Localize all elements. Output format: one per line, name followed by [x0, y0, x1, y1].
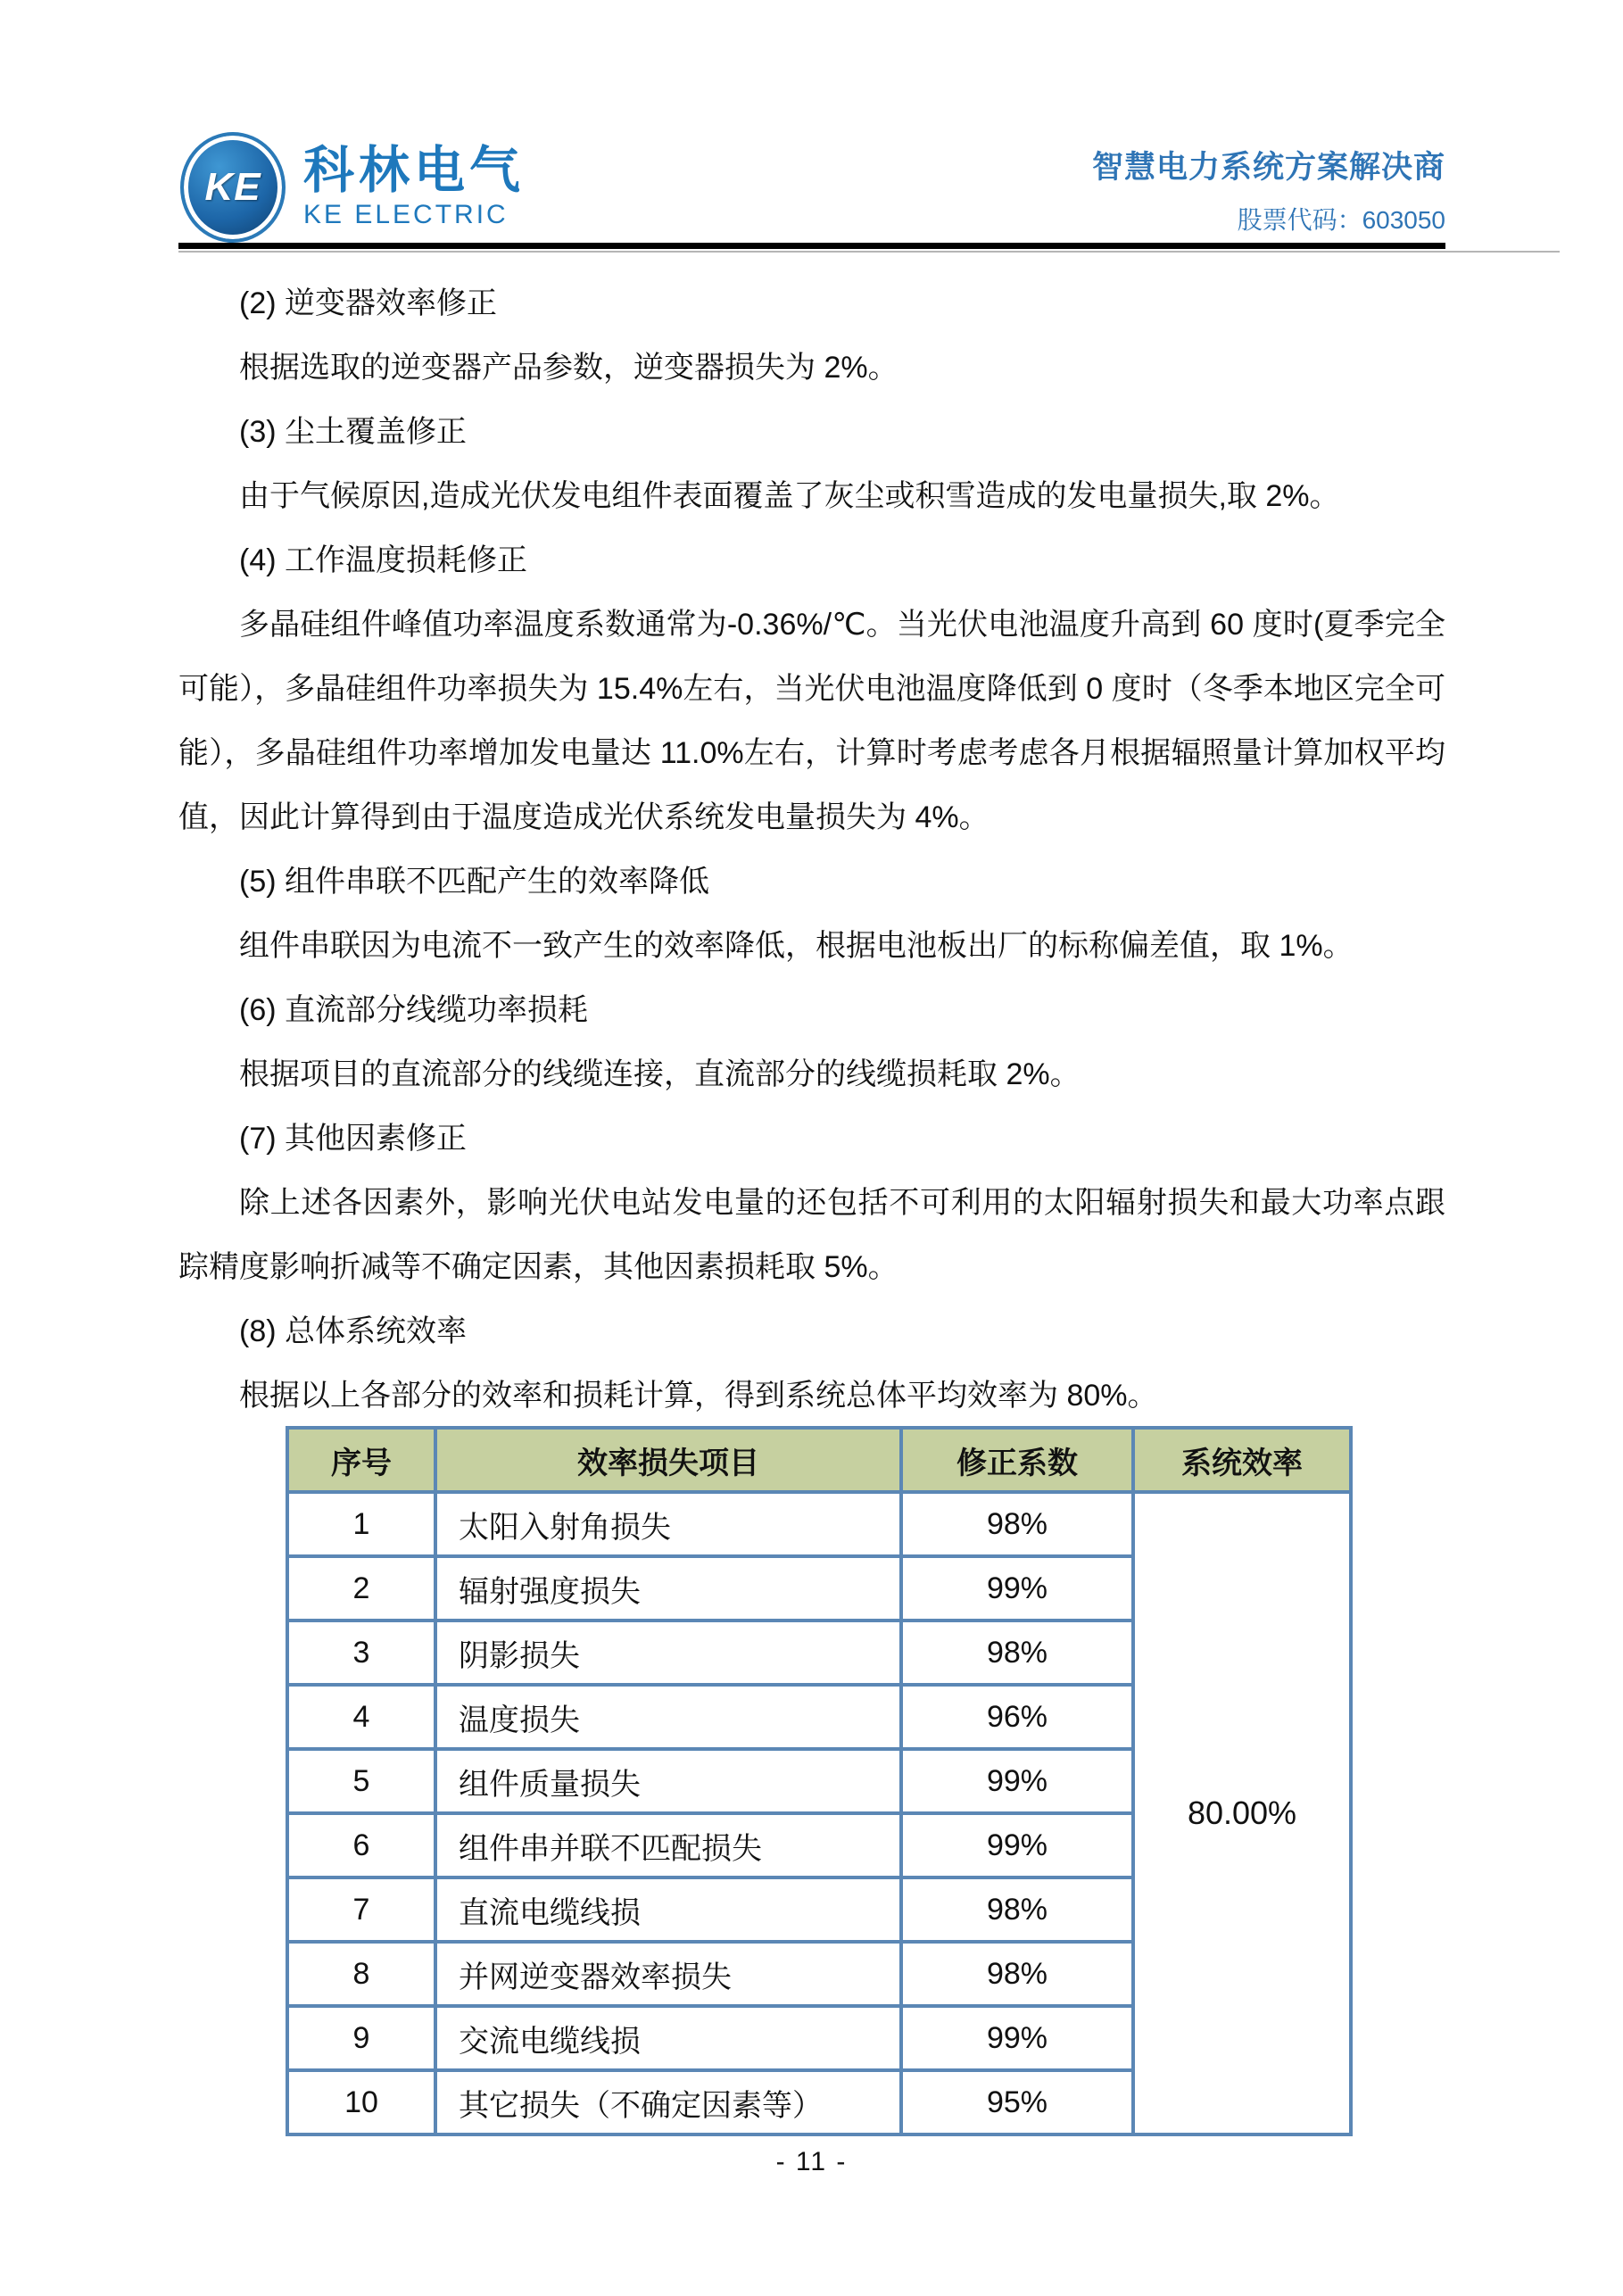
company-logo	[180, 132, 525, 243]
body-paragraph: 根据以上各部分的效率和损耗计算，得到系统总体平均效率为 80%。	[239, 1379, 1158, 1413]
ke-logo-icon	[180, 132, 286, 243]
cell-coefficient: 99%	[901, 1556, 1133, 1620]
body-text	[178, 271, 1445, 1428]
body-paragraph: 组件串联因为电流不一致产生的效率降低，根据电池板出厂的标称偏差值，取 1%。	[239, 929, 1354, 963]
cell-item: 辐射强度损失	[435, 1556, 901, 1620]
cell-item: 组件串并联不匹配损失	[435, 1813, 901, 1877]
logo-name-en: KE ELECTRIC	[303, 200, 509, 230]
cell-coefficient: 98%	[901, 1877, 1133, 1942]
page-number: - 11 -	[775, 2147, 848, 2176]
cell-item: 组件质量损失	[435, 1749, 901, 1813]
cell-index: 2	[287, 1556, 435, 1620]
efficiency-loss-table	[286, 1426, 1353, 2136]
company-tagline: 智慧电力系统方案解决商	[1091, 150, 1445, 185]
cell-item: 直流电缆线损	[435, 1877, 901, 1942]
cell-system-efficiency: 80.00%	[1133, 1492, 1351, 2134]
cell-item: 阴影损失	[435, 1620, 901, 1685]
cell-index: 1	[287, 1492, 435, 1556]
cell-index: 7	[287, 1877, 435, 1942]
cell-index: 6	[287, 1813, 435, 1877]
section-heading: (3) 尘土覆盖修正	[239, 415, 467, 449]
header-rule-thin	[178, 251, 1560, 253]
section-heading: (7) 其他因素修正	[239, 1122, 467, 1156]
section-heading: (2) 逆变器效率修正	[239, 286, 497, 320]
cell-index: 10	[287, 2070, 435, 2134]
body-paragraph: 除上述各因素外，影响光伏电站发电量的还包括不可利用的太阳辐射损失和最大功率点跟踪精度影响折减等不确定因素，其他因素损耗取 5%。	[178, 1186, 1445, 1284]
cell-item: 并网逆变器效率损失	[435, 1942, 901, 2006]
body-paragraph: 由于气候原因,造成光伏发电组件表面覆盖了灰尘或积雪造成的发电量损失,取 2%。	[239, 479, 1340, 513]
header-cell-item: 效率损失项目	[435, 1428, 901, 1492]
logo-text	[303, 141, 525, 231]
body-paragraph: 多晶硅组件峰值功率温度系数通常为-0.36%/℃。当光伏电池温度升高到 60 度时(夏季完全可能），多晶硅组件功率损失为 15.4%左右，当光伏电池温度降低到 0 度时（冬季本地区完全可能），多晶硅组件功率增加发电量达 11.0%左右，计算时考虑考虑各月根据辐照量计算加权平均值，因此计算得到由于温度造成光伏系统发电量损失为 4%。	[178, 608, 1445, 834]
body-paragraph: 根据选取的逆变器产品参数，逆变器损失为 2%。	[239, 351, 898, 385]
cell-item: 交流电缆线损	[435, 2006, 901, 2070]
cell-item: 太阳入射角损失	[435, 1492, 901, 1556]
section-heading: (8) 总体系统效率	[239, 1314, 467, 1348]
cell-coefficient: 99%	[901, 1749, 1133, 1813]
logo-name-cn: 科林电气	[303, 141, 525, 199]
cell-coefficient: 99%	[901, 1813, 1133, 1877]
cell-coefficient: 95%	[901, 2070, 1133, 2134]
header-cell-system-efficiency: 系统效率	[1133, 1428, 1351, 1492]
cell-item: 温度损失	[435, 1685, 901, 1749]
table-row	[287, 1492, 1351, 1556]
cell-coefficient: 98%	[901, 1942, 1133, 2006]
section-heading: (5) 组件串联不匹配产生的效率降低	[239, 865, 709, 899]
cell-coefficient: 98%	[901, 1620, 1133, 1685]
cell-index: 3	[287, 1620, 435, 1685]
header-cell-coefficient: 修正系数	[901, 1428, 1133, 1492]
cell-index: 8	[287, 1942, 435, 2006]
logo-symbol: KE	[204, 165, 261, 209]
cell-index: 9	[287, 2006, 435, 2070]
cell-index: 5	[287, 1749, 435, 1813]
cell-index: 4	[287, 1685, 435, 1749]
cell-coefficient: 96%	[901, 1685, 1133, 1749]
section-heading: (6) 直流部分线缆功率损耗	[239, 993, 588, 1027]
header-right	[1092, 143, 1445, 236]
header-rule	[178, 243, 1445, 249]
stock-code: 股票代码：603050	[1237, 206, 1445, 234]
table-header-row	[287, 1428, 1351, 1492]
section-heading: (4) 工作温度损耗修正	[239, 543, 527, 577]
cell-item: 其它损失（不确定因素等）	[435, 2070, 901, 2134]
header-cell-index: 序号	[287, 1428, 435, 1492]
cell-coefficient: 98%	[901, 1492, 1133, 1556]
cell-coefficient: 99%	[901, 2006, 1133, 2070]
body-paragraph: 根据项目的直流部分的线缆连接，直流部分的线缆损耗取 2%。	[239, 1057, 1081, 1091]
